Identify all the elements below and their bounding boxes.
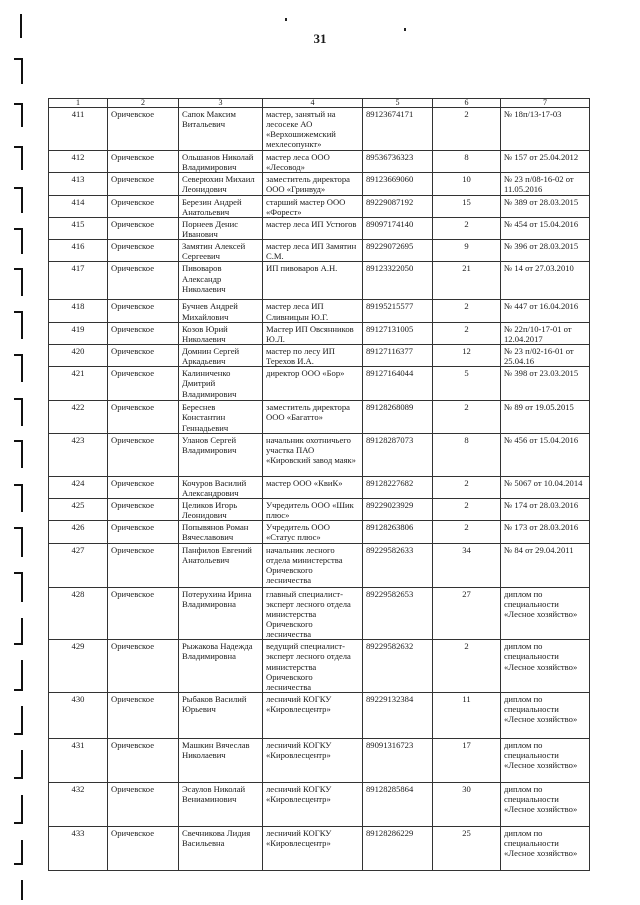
- name-cell: Березин Андрей Анатольевич: [179, 195, 263, 217]
- district-cell: Оричевское: [108, 826, 179, 870]
- phone-cell: 89229132384: [363, 692, 433, 738]
- position-cell: заместитель директора ООО «Гринвуд»: [263, 173, 363, 195]
- count-cell: 8: [433, 433, 501, 476]
- document-cell: № 23 п/02-16-01 от 25.04.16: [501, 344, 590, 366]
- table-header-row: [49, 99, 590, 108]
- column-header: 2: [108, 99, 179, 108]
- phone-cell: 89123669060: [363, 173, 433, 195]
- district-cell: Оричевское: [108, 738, 179, 782]
- name-cell: Потерухина Ирина Владимировна: [179, 587, 263, 640]
- table-row: [49, 640, 590, 693]
- row-number-cell: 418: [49, 300, 108, 322]
- count-cell: 27: [433, 587, 501, 640]
- document-cell: диплом по специальности «Лесное хозяйство»: [501, 692, 590, 738]
- position-cell: мастер леса ИП Сливницын Ю.Г.: [263, 300, 363, 322]
- position-cell: начальник лесного отдела министерства Оричевского лесничества: [263, 543, 363, 587]
- document-cell: диплом по специальности «Лесное хозяйство»: [501, 782, 590, 826]
- district-cell: Оричевское: [108, 300, 179, 322]
- document-cell: № 23 п/08-16-02 от 11.05.2016: [501, 173, 590, 195]
- table-row: [49, 826, 590, 870]
- phone-cell: 89536736323: [363, 151, 433, 173]
- page-number: 31: [313, 31, 327, 46]
- name-cell: Уланов Сергей Владимирович: [179, 433, 263, 476]
- phone-cell: 89128263806: [363, 521, 433, 543]
- district-cell: Оричевское: [108, 108, 179, 151]
- row-number-cell: 423: [49, 433, 108, 476]
- row-number-cell: 427: [49, 543, 108, 587]
- district-cell: Оричевское: [108, 498, 179, 520]
- position-cell: мастер ООО «КвиК»: [263, 476, 363, 498]
- column-header: 3: [179, 99, 263, 108]
- position-cell: Мастер ИП Овсянников Ю.Л.: [263, 322, 363, 344]
- row-number-cell: 431: [49, 738, 108, 782]
- table-row: [49, 151, 590, 173]
- document-cell: № 456 от 15.04.2016: [501, 433, 590, 476]
- count-cell: 17: [433, 738, 501, 782]
- position-cell: лесничий КОГКУ «Кировлесцентр»: [263, 782, 363, 826]
- position-cell: мастер леса ИП Устюгов: [263, 217, 363, 239]
- district-cell: Оричевское: [108, 587, 179, 640]
- name-cell: Домнин Сергей Аркадьевич: [179, 344, 263, 366]
- table-row: [49, 692, 590, 738]
- phone-cell: 89128268089: [363, 401, 433, 433]
- table-row: [49, 173, 590, 195]
- row-number-cell: 419: [49, 322, 108, 344]
- phone-cell: 89091316723: [363, 738, 433, 782]
- document-cell: № 5067 от 10.04.2014: [501, 476, 590, 498]
- count-cell: 2: [433, 401, 501, 433]
- document-cell: № 22п/10-17-01 от 12.04.2017: [501, 322, 590, 344]
- position-cell: мастер леса ООО «Лесовод»: [263, 151, 363, 173]
- document-cell: № 396 от 28.03.2015: [501, 240, 590, 262]
- row-number-cell: 412: [49, 151, 108, 173]
- district-cell: Оричевское: [108, 367, 179, 401]
- table-row: [49, 217, 590, 239]
- name-cell: Северюхин Михаил Леонидович: [179, 173, 263, 195]
- table-row: [49, 300, 590, 322]
- name-cell: Береснев Константин Геннадьевич: [179, 401, 263, 433]
- count-cell: 2: [433, 322, 501, 344]
- table-row: [49, 401, 590, 433]
- table-row: [49, 587, 590, 640]
- count-cell: 30: [433, 782, 501, 826]
- column-header: 4: [263, 99, 363, 108]
- name-cell: Козов Юрий Николаевич: [179, 322, 263, 344]
- name-cell: Рыбаков Василий Юрьевич: [179, 692, 263, 738]
- name-cell: Целиков Игорь Леонидович: [179, 498, 263, 520]
- table-body: [49, 108, 590, 871]
- document-cell: диплом по специальности «Лесное хозяйство»: [501, 738, 590, 782]
- name-cell: Панфилов Евгений Анатольевич: [179, 543, 263, 587]
- phone-cell: 89127131005: [363, 322, 433, 344]
- count-cell: 12: [433, 344, 501, 366]
- name-cell: Рыжакова Надежда Владимировна: [179, 640, 263, 693]
- count-cell: 10: [433, 173, 501, 195]
- position-cell: старший мастер ООО «Форест»: [263, 195, 363, 217]
- district-cell: Оричевское: [108, 692, 179, 738]
- document-cell: № 447 от 16.04.2016: [501, 300, 590, 322]
- document-cell: № 157 от 25.04.2012: [501, 151, 590, 173]
- table-row: [49, 322, 590, 344]
- phone-cell: 89229582633: [363, 543, 433, 587]
- name-cell: Свечникова Лидия Васильевна: [179, 826, 263, 870]
- table-row: [49, 108, 590, 151]
- table-row: [49, 521, 590, 543]
- row-number-cell: 414: [49, 195, 108, 217]
- district-cell: Оричевское: [108, 521, 179, 543]
- position-cell: мастер, занятый на лесосеке АО «Верхошижемский мехлесопункт»: [263, 108, 363, 151]
- count-cell: 2: [433, 640, 501, 693]
- name-cell: Бучнев Андрей Михайлович: [179, 300, 263, 322]
- count-cell: 2: [433, 498, 501, 520]
- count-cell: 34: [433, 543, 501, 587]
- phone-cell: 89195215577: [363, 300, 433, 322]
- name-cell: Кочуров Василий Александрович: [179, 476, 263, 498]
- count-cell: 2: [433, 300, 501, 322]
- district-cell: Оричевское: [108, 240, 179, 262]
- name-cell: Попывянов Роман Вячеславович: [179, 521, 263, 543]
- district-cell: Оричевское: [108, 195, 179, 217]
- position-cell: ведущий специалист-эксперт лесного отдела министерства Оричевского лесничества: [263, 640, 363, 693]
- district-cell: Оричевское: [108, 151, 179, 173]
- phone-cell: 89128286229: [363, 826, 433, 870]
- count-cell: 8: [433, 151, 501, 173]
- district-cell: Оричевское: [108, 217, 179, 239]
- position-cell: лесничий КОГКУ «Кировлесцентр»: [263, 738, 363, 782]
- count-cell: 25: [433, 826, 501, 870]
- district-cell: Оричевское: [108, 401, 179, 433]
- document-cell: диплом по специальности «Лесное хозяйство»: [501, 587, 590, 640]
- name-cell: Эсаулов Николай Вениаминович: [179, 782, 263, 826]
- table-row: [49, 195, 590, 217]
- row-number-cell: 420: [49, 344, 108, 366]
- row-number-cell: 425: [49, 498, 108, 520]
- column-header: 7: [501, 99, 590, 108]
- position-cell: мастер леса ИП Замятин С.М.: [263, 240, 363, 262]
- district-cell: Оричевское: [108, 640, 179, 693]
- name-cell: Замятин Алексей Сергеевич: [179, 240, 263, 262]
- phone-cell: 89229582632: [363, 640, 433, 693]
- table-row: [49, 543, 590, 587]
- count-cell: 21: [433, 262, 501, 300]
- district-cell: Оричевское: [108, 322, 179, 344]
- phone-cell: 89123674171: [363, 108, 433, 151]
- phone-cell: 89229023929: [363, 498, 433, 520]
- position-cell: мастер по лесу ИП Терехов И.А.: [263, 344, 363, 366]
- table-row: [49, 344, 590, 366]
- count-cell: 2: [433, 108, 501, 151]
- name-cell: Машкин Вячеслав Николаевич: [179, 738, 263, 782]
- document-cell: диплом по специальности «Лесное хозяйство»: [501, 826, 590, 870]
- position-cell: директор ООО «Бор»: [263, 367, 363, 401]
- count-cell: 2: [433, 476, 501, 498]
- row-number-cell: 413: [49, 173, 108, 195]
- document-cell: № 173 от 28.03.2016: [501, 521, 590, 543]
- position-cell: главный специалист-эксперт лесного отдела министерства Оричевского лесничества: [263, 587, 363, 640]
- phone-cell: 89097174140: [363, 217, 433, 239]
- phone-cell: 89229582653: [363, 587, 433, 640]
- phone-cell: 89127116377: [363, 344, 433, 366]
- name-cell: Порнеев Денис Иванович: [179, 217, 263, 239]
- row-number-cell: 421: [49, 367, 108, 401]
- table-row: [49, 433, 590, 476]
- position-cell: Учредитель ООО «Статус плюс»: [263, 521, 363, 543]
- row-number-cell: 424: [49, 476, 108, 498]
- name-cell: Ольшанов Николай Владимирович: [179, 151, 263, 173]
- document-cell: № 389 от 28.03.2015: [501, 195, 590, 217]
- row-number-cell: 411: [49, 108, 108, 151]
- table-row: [49, 240, 590, 262]
- phone-cell: 89128287073: [363, 433, 433, 476]
- row-number-cell: 422: [49, 401, 108, 433]
- count-cell: 2: [433, 217, 501, 239]
- phone-cell: 89229087192: [363, 195, 433, 217]
- document-cell: диплом по специальности «Лесное хозяйство»: [501, 640, 590, 693]
- register-table: [48, 98, 590, 871]
- table-row: [49, 738, 590, 782]
- position-cell: лесничий КОГКУ «Кировлесцентр»: [263, 826, 363, 870]
- count-cell: 15: [433, 195, 501, 217]
- row-number-cell: 432: [49, 782, 108, 826]
- phone-cell: 89128227682: [363, 476, 433, 498]
- position-cell: начальник охотничьего участка ПАО «Кировский завод маяк»: [263, 433, 363, 476]
- count-cell: 11: [433, 692, 501, 738]
- row-number-cell: 428: [49, 587, 108, 640]
- document-cell: № 18п/13-17-03: [501, 108, 590, 151]
- table-row: [49, 782, 590, 826]
- row-number-cell: 426: [49, 521, 108, 543]
- column-header: 6: [433, 99, 501, 108]
- district-cell: Оричевское: [108, 344, 179, 366]
- document-cell: № 454 от 15.04.2016: [501, 217, 590, 239]
- position-cell: лесничий КОГКУ «Кировлесцентр»: [263, 692, 363, 738]
- phone-cell: 89229072695: [363, 240, 433, 262]
- district-cell: Оричевское: [108, 262, 179, 300]
- document-cell: № 174 от 28.03.2016: [501, 498, 590, 520]
- document-cell: № 84 от 29.04.2011: [501, 543, 590, 587]
- table-row: [49, 498, 590, 520]
- row-number-cell: 415: [49, 217, 108, 239]
- row-number-cell: 430: [49, 692, 108, 738]
- district-cell: Оричевское: [108, 173, 179, 195]
- phone-cell: 89127164044: [363, 367, 433, 401]
- phone-cell: 89123322050: [363, 262, 433, 300]
- position-cell: Учредитель ООО «Шик плюс»: [263, 498, 363, 520]
- table-row: [49, 367, 590, 401]
- document-cell: № 398 от 23.03.2015: [501, 367, 590, 401]
- phone-cell: 89128285864: [363, 782, 433, 826]
- row-number-cell: 429: [49, 640, 108, 693]
- count-cell: 9: [433, 240, 501, 262]
- count-cell: 2: [433, 521, 501, 543]
- district-cell: Оричевское: [108, 476, 179, 498]
- row-number-cell: 433: [49, 826, 108, 870]
- column-header: 1: [49, 99, 108, 108]
- position-cell: ИП пивоваров А.Н.: [263, 262, 363, 300]
- position-cell: заместитель директора ООО «Багатто»: [263, 401, 363, 433]
- table-row: [49, 476, 590, 498]
- name-cell: Пивоваров Александр Николаевич: [179, 262, 263, 300]
- table-row: [49, 262, 590, 300]
- name-cell: Сапок Максим Витальевич: [179, 108, 263, 151]
- document-cell: № 14 от 27.03.2010: [501, 262, 590, 300]
- name-cell: Калиниченко Дмитрий Владимирович: [179, 367, 263, 401]
- column-header: 5: [363, 99, 433, 108]
- district-cell: Оричевское: [108, 433, 179, 476]
- row-number-cell: 416: [49, 240, 108, 262]
- district-cell: Оричевское: [108, 782, 179, 826]
- district-cell: Оричевское: [108, 543, 179, 587]
- document-cell: № 89 от 19.05.2015: [501, 401, 590, 433]
- count-cell: 5: [433, 367, 501, 401]
- row-number-cell: 417: [49, 262, 108, 300]
